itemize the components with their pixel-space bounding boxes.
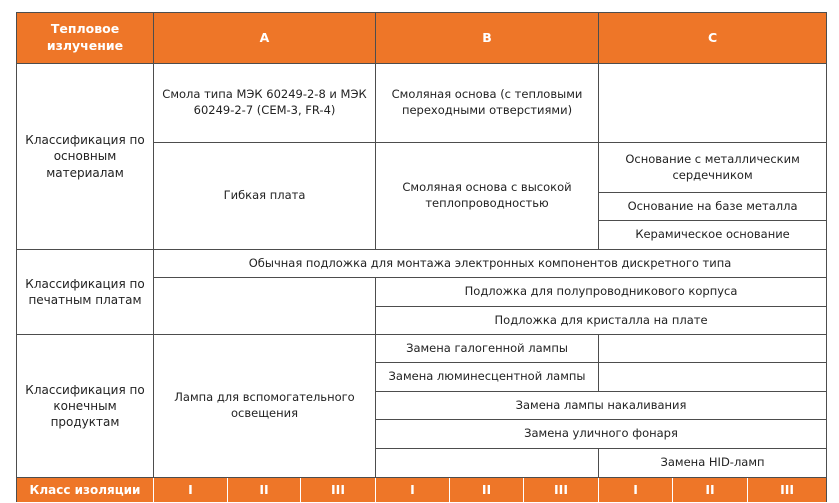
- halogen-cell: Замена галогенной лампы: [376, 335, 599, 363]
- a-flex-cell: Гибкая плата: [154, 143, 376, 250]
- aux-lamp-cell: Лампа для вспомогательного освещения: [154, 335, 376, 478]
- insulation-class-c1: I: [599, 478, 673, 503]
- insulation-class-row: [17, 478, 827, 503]
- insulation-class-b1: I: [376, 478, 450, 503]
- b-resin-vias-cell: Смоляная основа (с тепловыми переходными отверстиями): [376, 64, 599, 143]
- insulation-class-b3: III: [524, 478, 599, 503]
- c-metal-core-cell: Основание с металлическим сердечником: [599, 143, 827, 193]
- pcb-row-1: [17, 250, 827, 278]
- standard-substrate-cell: Обычная подложка для монтажа электронных компонентов дискретного типа: [154, 250, 827, 278]
- materials-row-1: [17, 64, 827, 143]
- header-col-a: A: [154, 13, 376, 64]
- pcb-label: Классификация по печатным платам: [17, 250, 154, 335]
- materials-label: Классификация по основным материалам: [17, 64, 154, 250]
- products-label: Классификация по конечным продуктам: [17, 335, 154, 478]
- pcb-empty-cell: [154, 278, 376, 335]
- street-cell: Замена уличного фонаря: [376, 420, 827, 449]
- insulation-class-a1: I: [154, 478, 228, 503]
- fluorescent-cell: Замена люминесцентной лампы: [376, 363, 599, 392]
- insulation-class-a2: II: [228, 478, 301, 503]
- b-high-conductivity-cell: Смоляная основа с высокой теплопроводностью: [376, 143, 599, 250]
- a-resin-cell: Смола типа МЭК 60249-2-8 и МЭК 60249-2-7 (CEM-3, FR-4): [154, 64, 376, 143]
- hid-cell: Замена HID-ламп: [599, 449, 827, 478]
- insulation-class-c2: II: [673, 478, 748, 503]
- insulation-class-c3: III: [748, 478, 827, 503]
- c-empty-cell: [599, 64, 827, 143]
- c-metal-base-cell: Основание на базе металла: [599, 193, 827, 221]
- insulation-class-b2: II: [450, 478, 524, 503]
- incandescent-cell: Замена лампы накаливания: [376, 392, 827, 420]
- header-col-c: C: [599, 13, 827, 64]
- c-ceramic-cell: Керамическое основание: [599, 221, 827, 250]
- header-col-b: B: [376, 13, 599, 64]
- chip-on-board-cell: Подложка для кристалла на плате: [376, 307, 827, 335]
- semiconductor-package-cell: Подложка для полупроводникового корпуса: [376, 278, 827, 307]
- insulation-class-label: Класс изоляции: [17, 478, 154, 503]
- insulation-class-a3: III: [301, 478, 376, 503]
- classification-table: [16, 12, 827, 503]
- fluorescent-empty-cell: [599, 363, 827, 392]
- header-thermal-radiation: Тепловое излучение: [17, 13, 154, 64]
- products-row-1: [17, 335, 827, 363]
- hid-empty-cell: [376, 449, 599, 478]
- halogen-empty-cell: [599, 335, 827, 363]
- header-row: [17, 13, 827, 64]
